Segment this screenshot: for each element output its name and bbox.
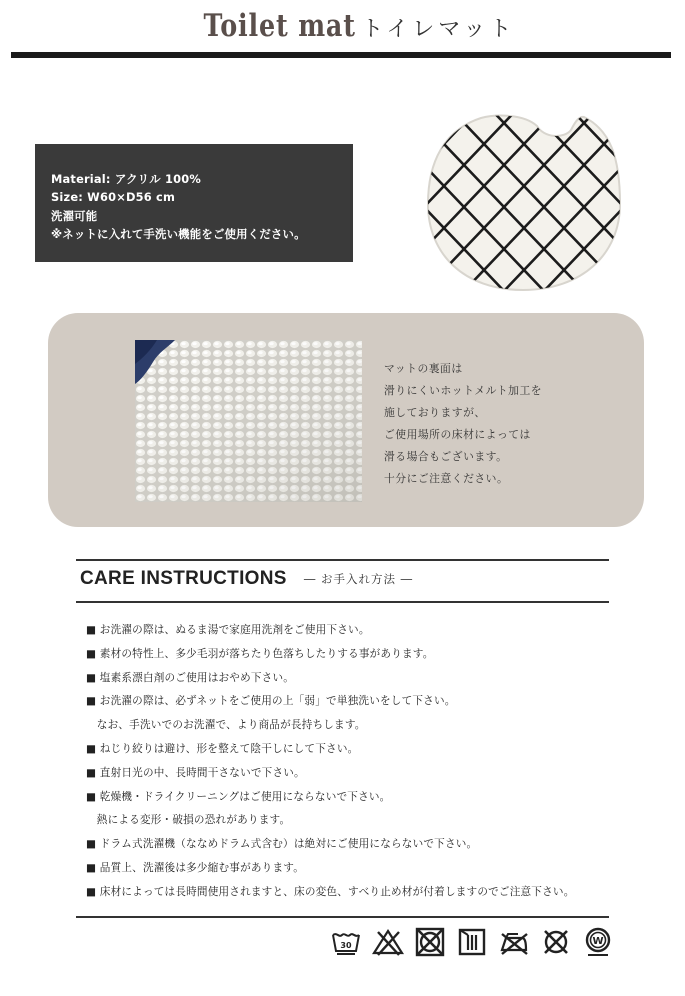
mat-backside-image — [135, 340, 362, 502]
back-note-line: 施しておりますが、 — [384, 406, 486, 419]
care-item: ■ お洗濯の際は、ぬるま湯で家庭用洗剤をご使用下さい。 — [86, 624, 370, 636]
back-note-line: 十分にご注意ください。 — [384, 472, 509, 485]
care-item: 熱による変形・破損の恐れがあります。 — [86, 814, 291, 827]
care-item: なお、手洗いでのお洗濯で、より商品が長持ちします。 — [86, 719, 366, 732]
care-item: ■ 塩素系漂白剤のご使用はおやめ下さい。 — [86, 671, 295, 684]
spec-material: Material: アクリル 100% — [51, 172, 202, 186]
care-bottom-divider — [76, 916, 609, 918]
care-header — [80, 568, 413, 596]
no-dry-clean-icon — [540, 926, 572, 958]
spec-note: ※ネットに入れて手洗い機能をご使用ください。 — [51, 226, 306, 241]
wet-clean-label: W — [592, 936, 604, 947]
page-title-jp: トイレマット — [361, 17, 516, 42]
care-subtitle: ― お手入れ方法 ― — [303, 572, 414, 586]
no-tumble-dry-icon — [414, 926, 446, 958]
back-note-line: マットの裏面は — [384, 362, 463, 375]
care-top-divider — [76, 559, 609, 561]
care-title: CARE INSTRUCTIONS — [80, 568, 287, 589]
spec-box — [35, 144, 353, 262]
page-title: Toilet mat — [203, 8, 356, 44]
care-item: ■ 床材によっては長時間使用されますと、床の変色、すべり止め材が付着しますのでご注意下さい。 — [86, 885, 575, 898]
header-divider — [11, 52, 671, 58]
toilet-mat-image — [424, 112, 622, 294]
care-item: ■ 乾燥機・ドライクリーニングはご使用にならないで下さい。 — [86, 790, 391, 803]
back-side-note — [384, 358, 624, 490]
drip-dry-icon — [456, 926, 488, 958]
spec-washable: 洗濯可能 — [51, 208, 98, 223]
back-note-line: ご使用場所の床材によっては — [384, 428, 531, 441]
no-iron-icon — [498, 926, 530, 958]
wash-30-icon — [330, 926, 362, 958]
care-list — [86, 619, 626, 905]
wash-temp-label: 30 — [340, 941, 352, 950]
care-item: ■ ねじり絞りは避け、形を整えて陰干しにして下さい。 — [86, 742, 359, 755]
care-item: ■ ドラム式洗濯機（ななめドラム式含む）は絶対にご使用にならないで下さい。 — [86, 838, 478, 851]
page-header — [0, 8, 685, 48]
care-item: ■ 品質上、洗濯後は多少縮む事があります。 — [86, 861, 305, 874]
care-item: ■ お洗濯の際は、必ずネットをご使用の上「弱」で単独洗いをして下さい。 — [86, 695, 456, 708]
care-header-divider — [76, 601, 609, 603]
laundry-symbols — [330, 926, 610, 962]
no-bleach-icon — [372, 926, 404, 958]
spec-size: Size: W60×D56 cm — [51, 190, 176, 205]
care-item: ■ 直射日光の中、長時間干さないで下さい。 — [86, 766, 305, 779]
back-note-line: 滑る場合もございます。 — [384, 450, 508, 463]
back-note-line: 滑りにくいホットメルト加工を — [384, 384, 543, 397]
care-item: ■ 素材の特性上、多少毛羽が落ちたり色落ちしたりする事があります。 — [86, 647, 434, 660]
wet-clean-icon — [582, 926, 614, 958]
